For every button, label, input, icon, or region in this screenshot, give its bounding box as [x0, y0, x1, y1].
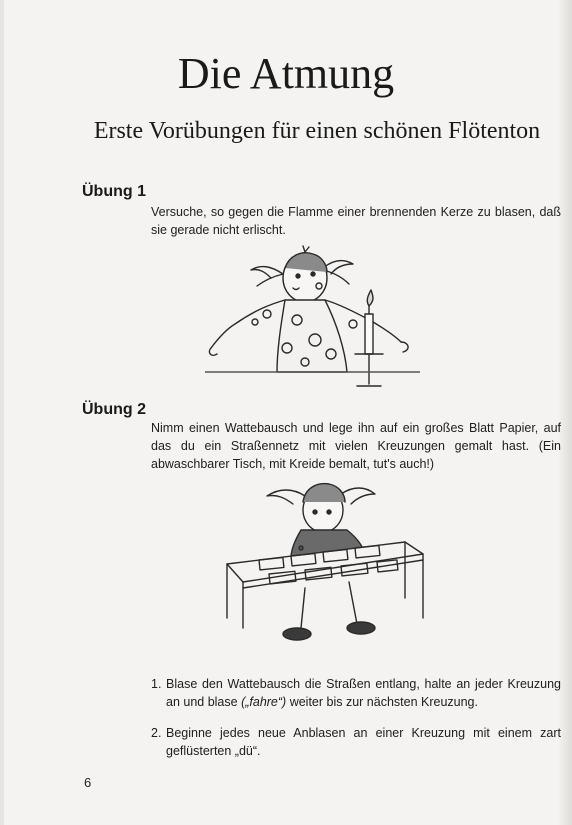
page-title: Die Atmung: [177, 49, 395, 98]
exercise-2-steps: [151, 675, 561, 773]
page-subtitle: Erste Vorübungen für einen schönen Flötenton: [93, 118, 541, 144]
exercise-1-heading: Übung 1: [82, 183, 146, 200]
step-text-end: weiter bis zur nächsten Kreuzung.: [286, 695, 478, 709]
girl-blowing-candle-illustration: [205, 244, 420, 392]
step-number: 1.: [151, 677, 162, 691]
page-number: 6: [84, 775, 92, 790]
step-emphasis: („fahre“): [241, 695, 287, 709]
step-number: 2.: [151, 726, 162, 740]
step-text: Blase den Wattebausch die Straßen entlang, halte an jeder Kreuzung an und blase: [166, 677, 561, 709]
exercise-2-text: Nimm einen Wattebausch und lege ihn auf ein großes Blatt Papier, auf das du ein Straßennetz mit vielen Kreuzungen gemalt hast. (Ein abwaschbarer Tisch, mit Kreide bemalt, tut's auch!): [151, 421, 561, 471]
exercise-1-text: Versuche, so gegen die Flamme einer brennenden Kerze zu blasen, daß sie gerade nicht erlischt.: [151, 205, 561, 237]
girl-blowing-cotton-on-table-illustration: [205, 478, 433, 658]
step-item: [151, 724, 561, 760]
step-item: [151, 675, 561, 711]
step-text: Beginne jedes neue Anblasen an einer Kreuzung mit einem zart geflüsterten „dü“.: [166, 726, 561, 758]
exercise-2-heading: Übung 2: [82, 401, 146, 418]
